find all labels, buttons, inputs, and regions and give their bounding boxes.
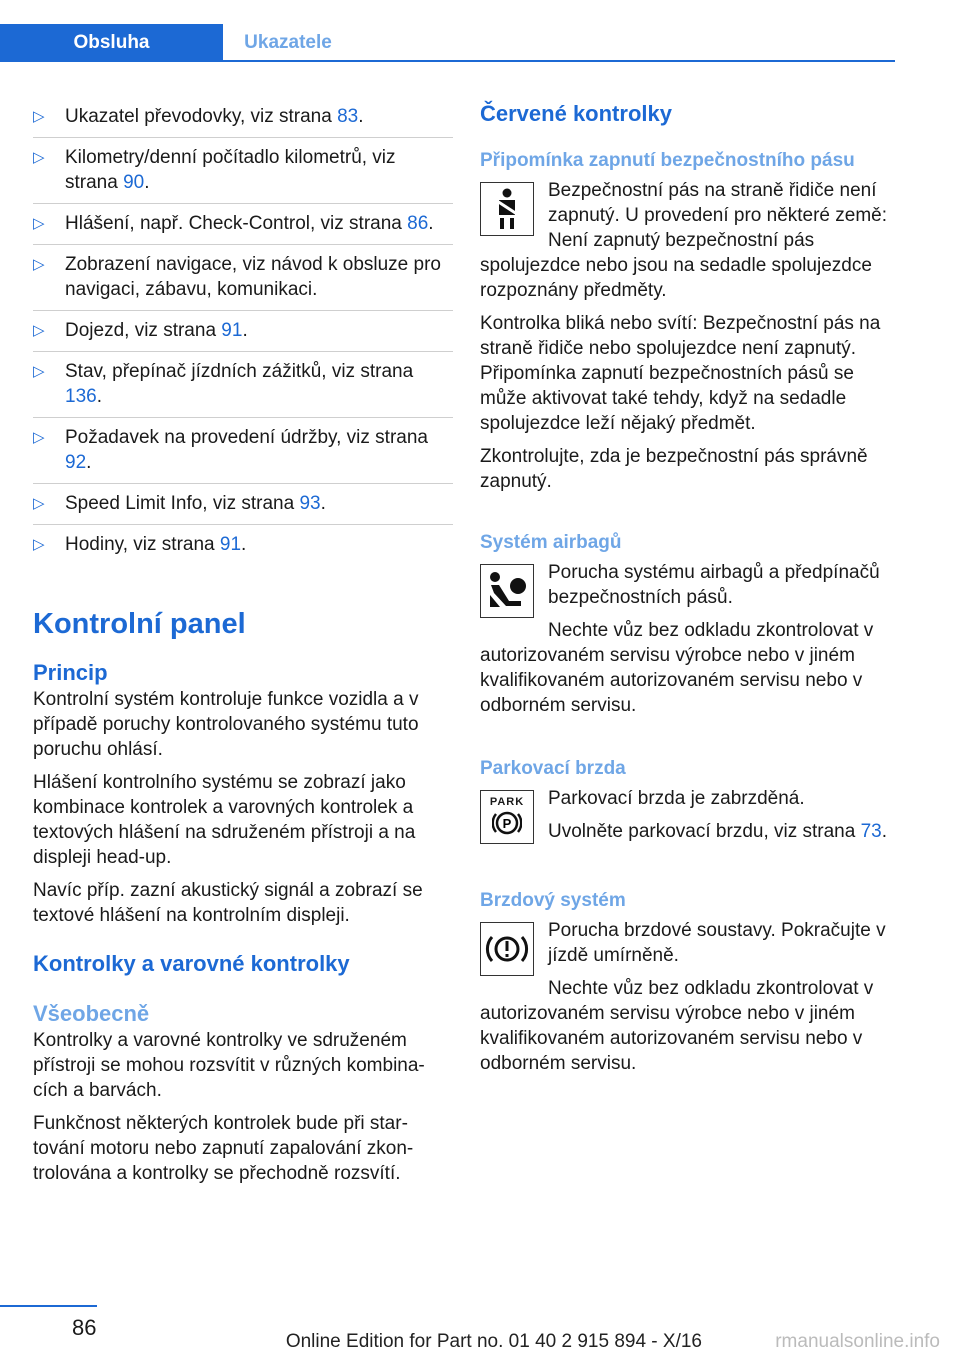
left-column (33, 104, 453, 1186)
page-link[interactable]: 91 (221, 320, 243, 341)
list-item: ▷ Požadavek na provedení údržby, viz strana 92. (33, 418, 453, 484)
principle-heading: Princip (33, 660, 108, 685)
page-number: 86 (72, 1315, 97, 1340)
tab-obsluha[interactable]: Obsluha (0, 24, 223, 62)
brake-warning (480, 914, 900, 1076)
airbag-paragraph: Porucha systému airbagů a předpínačů bezpečnostních pásů. (548, 562, 880, 608)
parking-brake-icon: PARK P (480, 790, 534, 844)
page-link[interactable]: 136 (65, 386, 97, 407)
brake-paragraph: Nechte vůz bez odkladu zkontrolovat v autorizovaném servisu výrobce nebo v jiném kvalifikovaném autorizovaném servisu nebo v odborném servisu. (480, 978, 874, 1074)
principle-paragraph: Hlášení kontrolního systému se zobrazí jako kombinace kontrolek a varovných kontrolek a textových hlášení na sdruženém přístroji a na displeji head-up. (33, 772, 416, 868)
triangle-bullet-icon: ▷ (33, 495, 45, 512)
list-item: ▷ Zobrazení navigace, viz návod k obsluze pro navigaci, zábavu, komunikaci. (33, 245, 453, 311)
triangle-bullet-icon: ▷ (33, 108, 45, 125)
general-heading: Všeobecně (33, 1001, 150, 1026)
page-link[interactable]: 86 (407, 213, 429, 234)
list-item: ▷ Stav, přepínač jízdních zážitků, viz strana 136. (33, 352, 453, 418)
belt-paragraph: Zkontrolujte, zda je bezpečnostní pás správně zapnutý. (480, 446, 868, 492)
page-link[interactable]: 91 (219, 534, 242, 555)
list-item: ▷ Hlášení, např. Check-Control, viz strana 86. (33, 204, 453, 245)
lights-heading: Kontrolky a varovné kontrolky (33, 951, 350, 976)
header-divider (0, 60, 895, 62)
airbag-warning (480, 556, 900, 718)
list-item: ▷ Ukazatel převodovky, viz strana 83. (33, 104, 453, 138)
edition-text: Online Edition for Part no. 01 40 2 915 894 - X/16 (285, 1331, 702, 1352)
belt-heading: Připomínka zapnutí bezpečnostního pásu (480, 150, 855, 171)
page-link[interactable]: 93 (299, 493, 321, 514)
right-column (480, 100, 900, 1076)
principle-paragraph: Navíc příp. zazní akustický signál a zobrazí se textové hlášení na kontrolním displeji. (33, 880, 423, 926)
brake-heading: Brzdový systém (480, 890, 626, 911)
general-paragraph: Kontrolky a varovné kontrolky ve sdruženém přístroji se mohou rozsvítit v různých kombinacích a barvách. (33, 1030, 425, 1101)
tab-ukazatele[interactable]: Ukazatele (244, 32, 332, 53)
svg-text:P: P (502, 816, 512, 831)
red-lights-heading: Červené kontrolky (480, 101, 672, 126)
park-paragraph: Parkovací brzda je zabrzděná. (548, 788, 805, 809)
brake-warning-icon (480, 922, 534, 976)
belt-warning (480, 174, 900, 303)
page-link[interactable]: 90 (123, 172, 145, 193)
belt-paragraph: Bezpečnostní pás na straně řidiče není zapnutý. U provedení pro některé země: Není zapnutý bezpečnostní pás spolujezdce nebo jsou na sedadle spolujezdce rozpoznány předměty. (480, 180, 888, 301)
watermark: rmanualsonline.info (775, 1331, 940, 1352)
list-item: ▷ Speed Limit Info, viz strana 93. (33, 484, 453, 525)
park-paragraph: Uvolněte parkovací brzdu, viz strana 73. (548, 821, 888, 842)
general-paragraph: Funkčnost některých kontrolek bude při startování motoru nebo zapnutí zapalování zkontrolována a kontrolky se přechodně rozsvítí. (33, 1113, 414, 1184)
seatbelt-icon (480, 182, 534, 236)
indicator-list (33, 104, 453, 565)
airbag-paragraph: Nechte vůz bez odkladu zkontrolovat v autorizovaném servisu výrobce nebo v jiném kvalifikovaném autorizovaném servisu nebo v odborném servisu. (480, 620, 874, 716)
triangle-bullet-icon: ▷ (33, 536, 45, 553)
airbag-heading: Systém airbagů (480, 532, 622, 553)
belt-paragraph: Kontrolka bliká nebo svítí: Bezpečnostní pás na straně řidiče nebo spolujezdce není zapnutý. Připomínka zapnutí bezpečnostních pásů se může aktivovat také tehdy, když na sedadle spolujezdce leží nějaký předmět. (480, 313, 881, 434)
triangle-bullet-icon: ▷ (33, 429, 45, 446)
triangle-bullet-icon: ▷ (33, 149, 45, 166)
page-link[interactable]: 83 (337, 106, 359, 127)
page-link[interactable]: 92 (65, 452, 87, 473)
list-item: ▷ Hodiny, viz strana 91. (33, 534, 247, 555)
page-link[interactable]: 73 (860, 821, 882, 842)
section-title: Kontrolní panel (33, 608, 246, 640)
airbag-icon (480, 564, 534, 618)
triangle-bullet-icon: ▷ (33, 363, 45, 380)
triangle-bullet-icon: ▷ (33, 322, 45, 339)
list-item: ▷ Kilometry/denní počítadlo kilometrů, viz strana 90. (33, 138, 453, 204)
list-item: ▷ Dojezd, viz strana 91. (33, 311, 453, 352)
brake-paragraph: Porucha brzdové soustavy. Pokračujte v jízdě umírněně. (548, 920, 886, 966)
park-heading: Parkovací brzda (480, 758, 626, 779)
triangle-bullet-icon: ▷ (33, 215, 45, 232)
principle-paragraph: Kontrolní systém kontroluje funkce vozidla a v případě poruchy kontrolovaného systému tuto poruchu ohlásí. (33, 689, 419, 760)
triangle-bullet-icon: ▷ (33, 256, 45, 273)
footer-divider (0, 1305, 97, 1307)
page-header (0, 0, 895, 62)
park-warning (480, 782, 900, 850)
